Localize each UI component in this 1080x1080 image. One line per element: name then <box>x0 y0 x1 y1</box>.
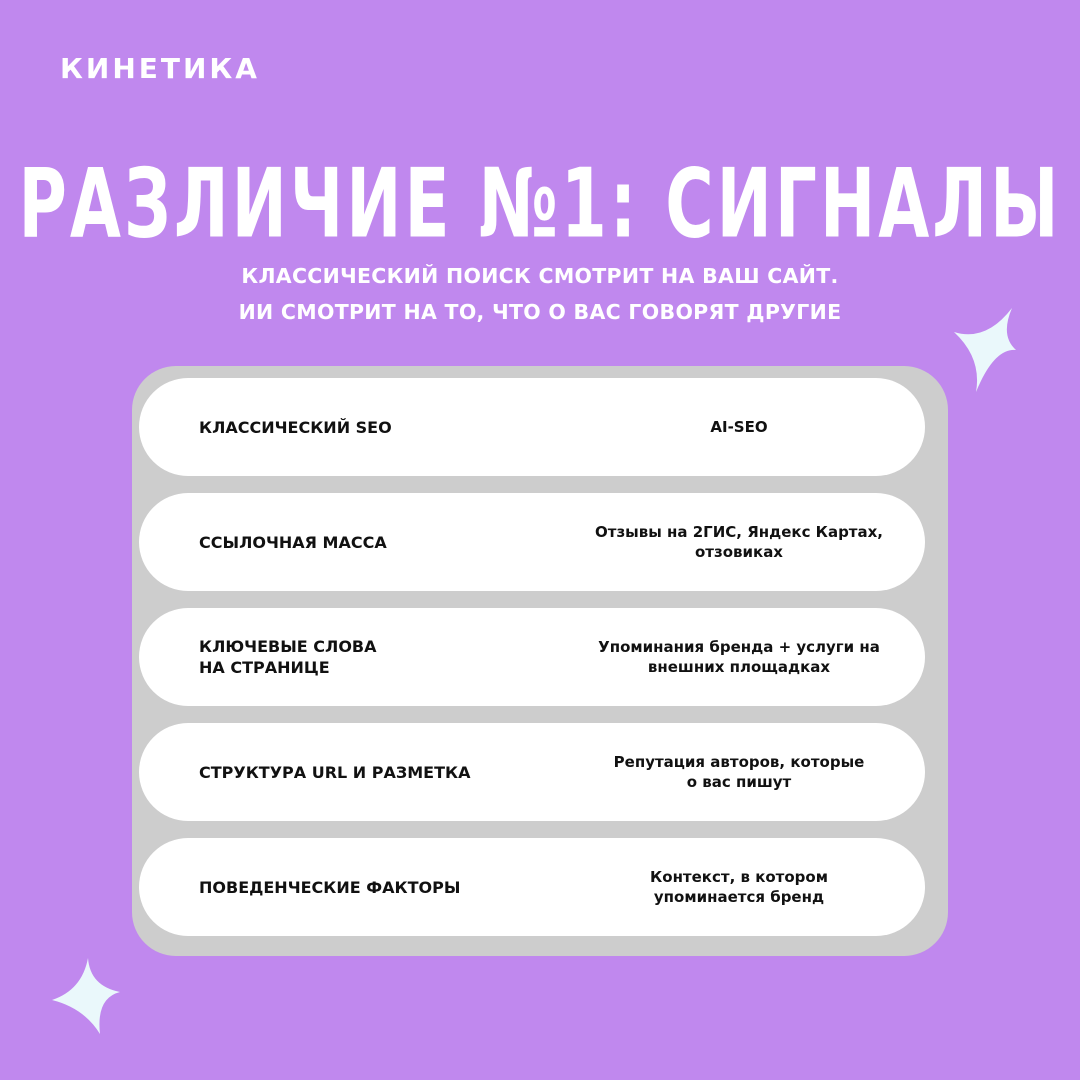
subtitle-line-1: КЛАССИЧЕСКИЙ ПОИСК СМОТРИТ НА ВАШ САЙТ. <box>241 264 839 288</box>
four-point-star-icon <box>948 302 1024 394</box>
table-row <box>139 838 925 936</box>
table-row <box>139 608 925 706</box>
column-header-classic-seo: КЛАССИЧЕСКИЙ SEO <box>199 417 392 437</box>
classic-seo-cell: ПОВЕДЕНЧЕСКИЕ ФАКТОРЫ <box>199 877 461 897</box>
ai-seo-cell: Упоминания бренда + услуги на внешних площадках <box>598 638 880 676</box>
table-row <box>139 493 925 591</box>
column-header-ai-seo: AI-SEO <box>710 418 768 436</box>
subtitle-line-2: ИИ СМОТРИТ НА ТО, ЧТО О ВАС ГОВОРЯТ ДРУГИЕ <box>238 300 842 324</box>
comparison-table <box>132 366 948 956</box>
ai-seo-cell: Отзывы на 2ГИС, Яндекс Картах, отзовиках <box>595 523 883 561</box>
subtitle <box>0 258 1080 330</box>
table-row <box>139 723 925 821</box>
classic-seo-cell: ССЫЛОЧНАЯ МАССА <box>199 532 387 552</box>
table-header-row <box>139 378 925 476</box>
ai-seo-cell: Репутация авторов, которые о вас пишут <box>613 753 865 791</box>
classic-seo-cell: СТРУКТУРА URL И РАЗМЕТКА <box>199 762 471 782</box>
ai-seo-cell: Контекст, в котором упоминается бренд <box>650 868 828 906</box>
classic-seo-cell: КЛЮЧЕВЫЕ СЛОВА НА СТРАНИЦЕ <box>199 637 377 677</box>
four-point-star-icon <box>48 956 124 1036</box>
brand-logo: КИНЕТИКА <box>60 52 260 85</box>
page-title: РАЗЛИЧИЕ №1: СИГНАЛЫ <box>18 148 1062 260</box>
